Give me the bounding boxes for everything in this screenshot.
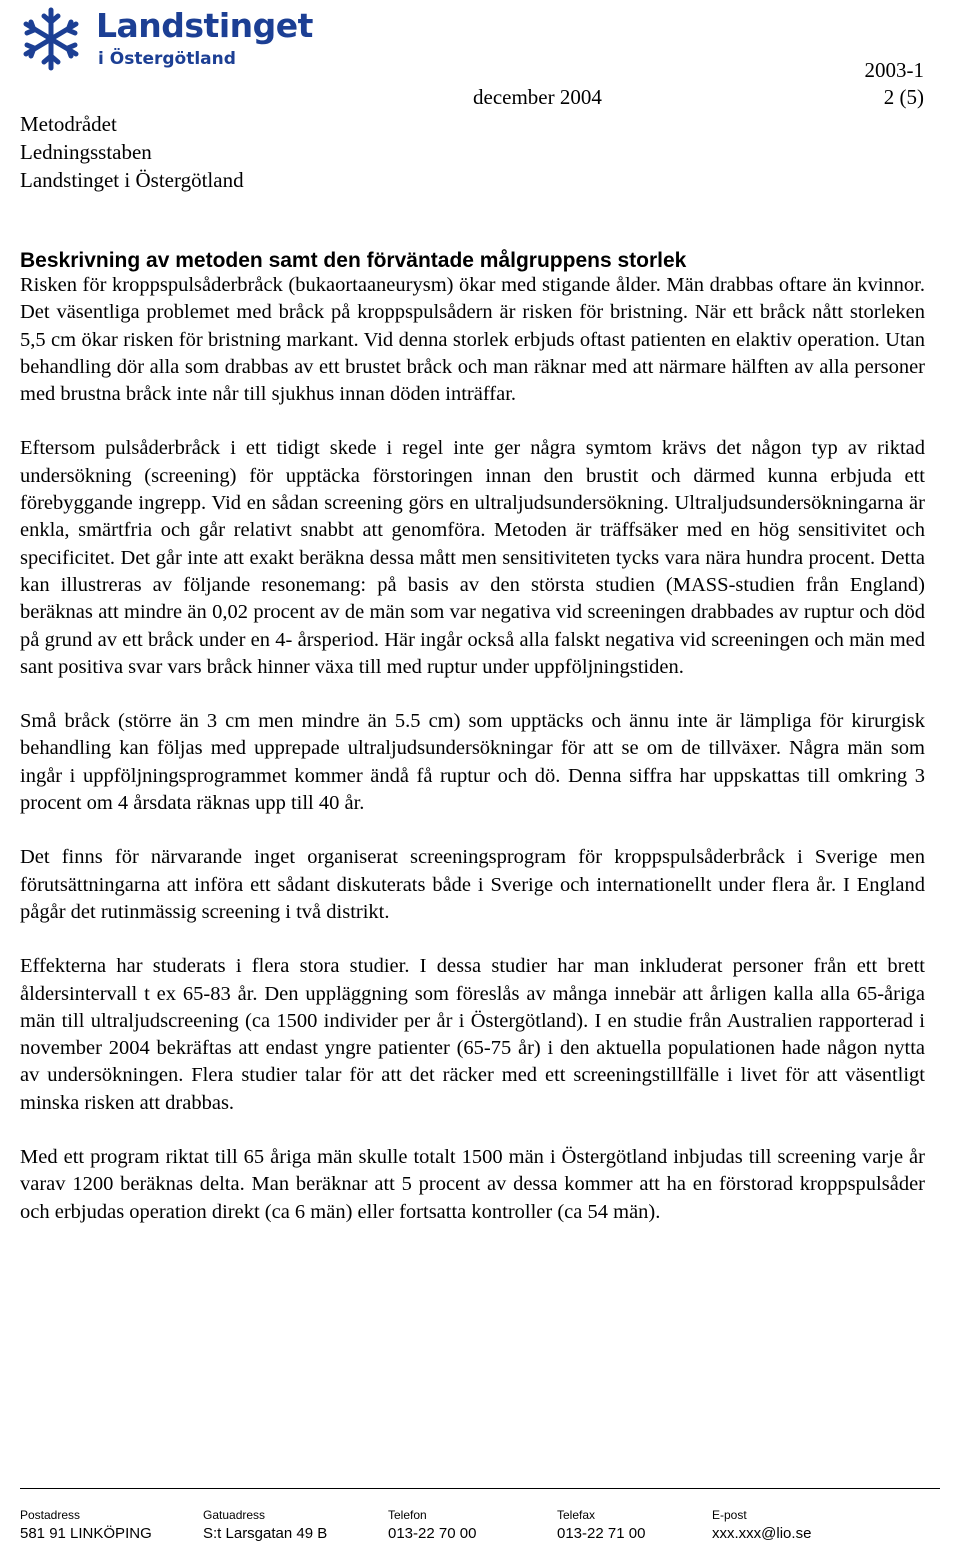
footer-fax <box>557 1508 645 1543</box>
footer-label: Telefon <box>388 1508 427 1522</box>
paragraph: Risken för kroppspulsåderbråck (bukaortaaneurysm) ökar med stigande ålder. Män drabbas oftare än kvinnor. Det väsentliga problemet med bråck på kroppspulsådern är risken för bristning. När ett bråck nått storleken 5,5 cm ökar risken för bristning markant. Vid denna storlek erbjuds oftast patienten en elaktiv operation. Utan behandling dör alla som drabbas av ett brustet bråck och man räknar med att närmare hälften av alla personer med brustna bråck inte når till sjukhus innan döden inträffar. <box>20 274 925 406</box>
logo-name: Landstinget <box>96 6 313 45</box>
footer-label: Gatuadress <box>203 1508 266 1522</box>
footer <box>20 1508 950 1542</box>
footer-value: 581 91 LINKÖPING <box>20 1525 152 1542</box>
snowflake-emblem-icon <box>18 6 84 72</box>
email-link[interactable]: xxx.xxx@lio.se <box>712 1525 812 1542</box>
sender-line: Landstinget i Östergötland <box>20 168 244 192</box>
footer-phone <box>388 1508 476 1543</box>
sender-block <box>20 110 244 194</box>
paragraph: Eftersom pulsåderbråck i ett tidigt skede i regel inte ger några symtom krävs det någon typ av riktad undersökning (screening) för upptäcka förstoringen innan den brustit och därmed kunna erbjuda ett förebyggande ingrepp. Vid en sådan screening görs en ultraljudsundersökning. Ultraljudsundersökningarna är enkla, smärtfria och går relativt snabbt att genomföra. Metoden är träffsäker med en hög sensitivitet och specificitet. Det går inte att exakt beräkna dessa mått men sensitiviteten tycks vara nära hundra procent. Detta kan illustreras av följande resonemang: på basis av den största studien (MASS-studien från England) beräknas att mindre än 0,02 procent av de män som var negativa vid screeningen drabbades av ruptur och död på grund av ett bråck under en 4- årsperiod. Här ingår också alla falskt negativa vid screeningen och män med sant positiva svar vars bråck hinner växa till med ruptur under uppföljningstiden. <box>20 437 925 678</box>
sender-line: Ledningsstaben <box>20 140 152 164</box>
footer-value: S:t Larsgatan 49 B <box>203 1525 328 1542</box>
document-date: december 2004 <box>473 85 602 109</box>
footer-email <box>712 1508 811 1543</box>
body-text <box>20 272 925 1253</box>
paragraph: Små bråck (större än 3 cm men mindre än 5.5 cm) som upptäcks och ännu inte är lämpliga för kirurgisk behandling kan följas med upprepade ultraljudsundersökningar för att se om de tillväxer. Några män som ingår i uppföljningsprogrammet kommer ändå få ruptur och dö. Denna siffra har uppskattas till omkring 3 procent om 4 årsdata räknas upp till 40 år. <box>20 710 925 815</box>
sender-line: Metodrådet <box>20 112 117 136</box>
footer-value: 013-22 71 00 <box>557 1525 646 1542</box>
footer-label: E-post <box>712 1508 747 1522</box>
footer-postal <box>20 1508 152 1543</box>
footer-value: 013-22 70 00 <box>388 1525 477 1542</box>
document-number: 2003-1 <box>864 58 924 82</box>
footer-label: Telefax <box>557 1508 596 1522</box>
paragraph: Med ett program riktat till 65 åriga män skulle totalt 1500 män i Östergötland inbjudas till screening varje år varav 1200 beräknas delta. Man beräknar att 5 procent av dessa kommer att ha en förstorad kroppspulsåder och erbjudas operation direkt (ca 6 män) eller fortsatta kontroller (ca 54 män). <box>20 1146 925 1223</box>
footer-divider <box>20 1488 940 1489</box>
footer-street <box>203 1508 327 1543</box>
logo-subtitle: i Östergötland <box>98 49 236 69</box>
section-heading: Beskrivning av metoden samt den förväntade målgruppens storlek <box>20 249 687 272</box>
landstinget-logo <box>18 2 318 78</box>
paragraph: Effekterna har studerats i flera stora studier. I dessa studier har man inkluderat personer från ett brett åldersintervall t ex 65-83 år. Den uppläggning som föreslås av många innebär att årligen kalla alla 65-åriga män till ultraljudscreening (ca 1500 individer per år i Östergötland). I en studie från Australien rapporterad i november 2004 bekräftas att endast yngre patienter (65-75 år) i den aktuella populationen hade någon nytta av undersökningen. Flera studier talar för att det räcker med ett screeningstillfälle i livet för att väsentligt minska risken att drabbas. <box>20 955 925 1114</box>
page-count: 2 (5) <box>883 85 924 109</box>
paragraph: Det finns för närvarande inget organiserat screeningsprogram för kroppspulsåderbråck i Sverige men förutsättningarna att införa ett sådant diskuterats både i Sverige och internationellt under flera år. I England pågår det rutinmässig screening i två distrikt. <box>20 846 925 923</box>
footer-label: Postadress <box>20 1508 81 1522</box>
